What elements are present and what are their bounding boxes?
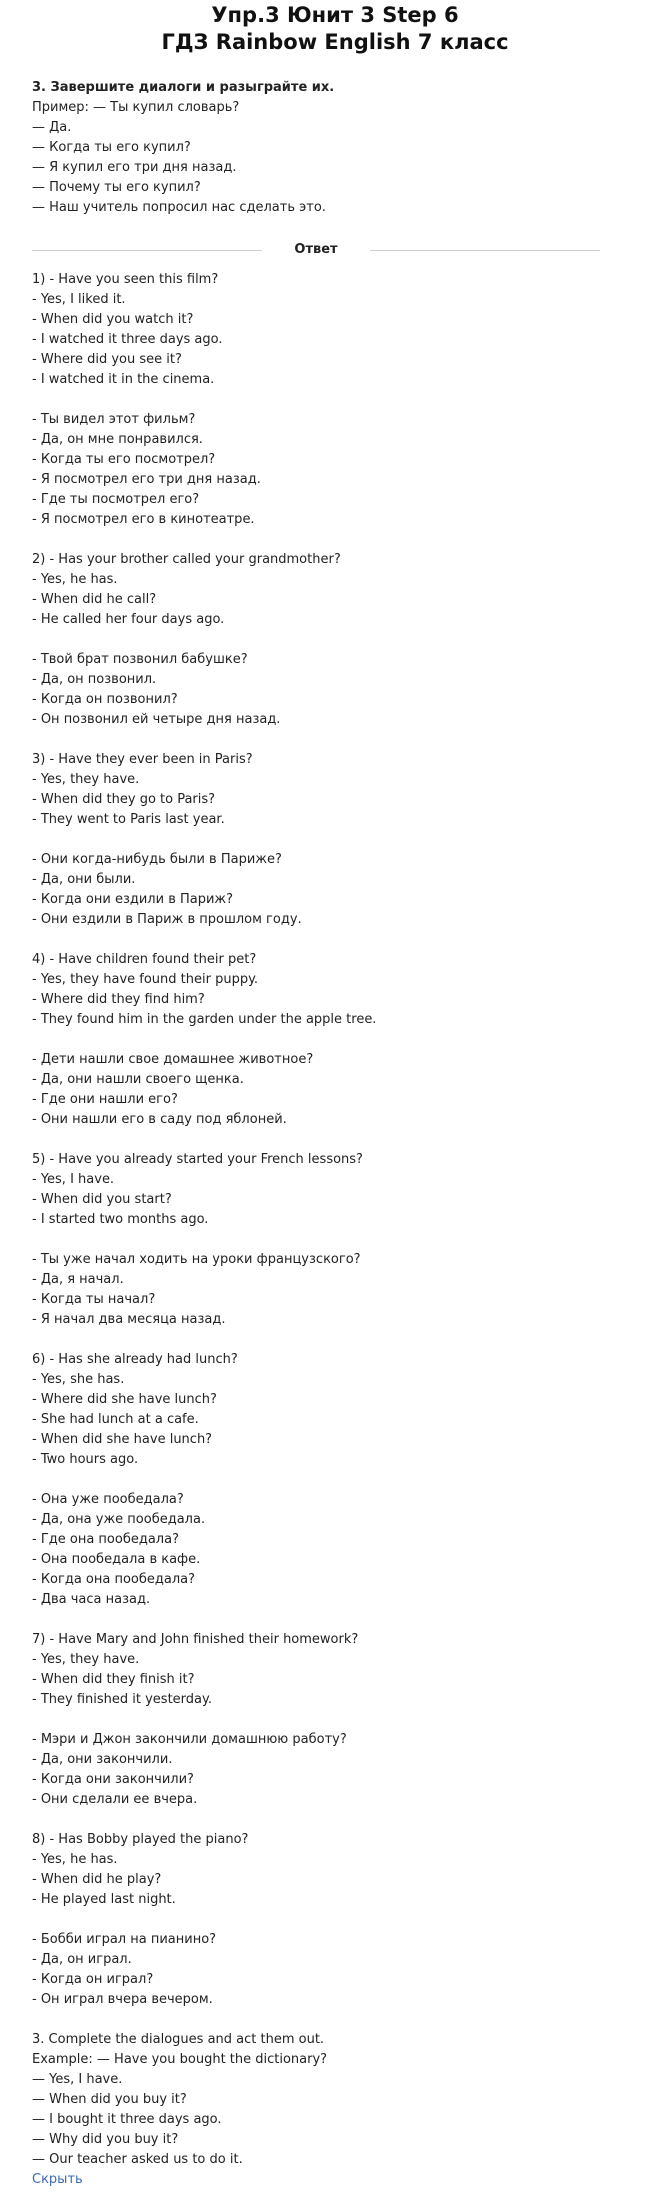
- dialogue-line: - Когда ты его посмотрел?: [32, 452, 216, 467]
- dialogue-line: - Yes, he has.: [32, 1852, 118, 1867]
- dialogue-line: - Yes, they have.: [32, 772, 140, 787]
- spacer: [32, 1610, 670, 1630]
- dialogue-line: - Я посмотрел его три дня назад.: [32, 472, 261, 487]
- task-line: — Наш учитель попросил нас сделать это.: [32, 200, 326, 215]
- task-line: — Когда ты его купил?: [32, 140, 191, 155]
- spacer: [32, 730, 670, 750]
- spacer: [32, 830, 670, 850]
- answer-dialogue-english: [32, 1150, 670, 1230]
- dialogue-line: - Дети нашли свое домашнее животное?: [32, 1052, 314, 1067]
- dialogue-line: 4) - Have children found their pet?: [32, 952, 257, 967]
- dialogue-line: - Yes, they have found their puppy.: [32, 972, 259, 987]
- divider-rule-right: [370, 250, 600, 251]
- dialogue-line: - Да, он играл.: [32, 1952, 132, 1967]
- dialogue-line: - Ты уже начал ходить на уроки французского?: [32, 1252, 361, 1267]
- answer-dialogue-russian: [32, 1250, 670, 1330]
- answer-dialogue-english: [32, 270, 670, 390]
- dialogue-line: - Да, она уже пообедала.: [32, 1512, 206, 1527]
- answer-label: Ответ: [294, 242, 338, 257]
- page-title-line-2: ГДЗ Rainbow English 7 класс: [161, 30, 509, 54]
- dialogue-line: - He played last night.: [32, 1892, 176, 1907]
- dialogue-line: 5) - Have you already started your French lessons?: [32, 1152, 363, 1167]
- dialogue-line: - Yes, he has.: [32, 572, 118, 587]
- dialogue-line: - Yes, she has.: [32, 1372, 125, 1387]
- task-line: — Да.: [32, 120, 72, 135]
- dialogue-line: - Я посмотрел его в кинотеатре.: [32, 512, 255, 527]
- spacer: [32, 1030, 670, 1050]
- dialogue-line: - Она уже пообедала?: [32, 1492, 184, 1507]
- task-line: — Я купил его три дня назад.: [32, 160, 237, 175]
- dialogue-line: - She had lunch at a cafe.: [32, 1412, 199, 1427]
- spacer: [32, 630, 670, 650]
- dialogue-line: - They finished it yesterday.: [32, 1692, 212, 1707]
- answer-dialogue-english: [32, 1630, 670, 1710]
- dialogue-line: - Where did they find him?: [32, 992, 205, 1007]
- dialogue-line: 7) - Have Mary and John finished their homework?: [32, 1632, 359, 1647]
- answer-dialogue-russian: [32, 410, 670, 530]
- task-english-line: — Why did you buy it?: [32, 2132, 179, 2147]
- dialogue-line: - They found him in the garden under the apple tree.: [32, 1012, 377, 1027]
- answer-dialogue-russian: [32, 1490, 670, 1610]
- dialogue-line: - Когда они ездили в Париж?: [32, 892, 234, 907]
- spacer: [32, 530, 670, 550]
- dialogue-line: - When did she have lunch?: [32, 1432, 213, 1447]
- dialogue-line: 2) - Has your brother called your grandmother?: [32, 552, 341, 567]
- answer-dialogue-russian: [32, 1730, 670, 1810]
- dialogue-line: - Where did you see it?: [32, 352, 182, 367]
- page-title: [0, 2, 670, 56]
- dialogue-line: - I started two months ago.: [32, 1212, 209, 1227]
- dialogue-line: - Где они нашли его?: [32, 1092, 178, 1107]
- dialogue-line: - Они ездили в Париж в прошлом году.: [32, 912, 302, 927]
- spacer: [32, 1470, 670, 1490]
- dialogue-line: - Yes, I liked it.: [32, 292, 126, 307]
- page-title-line-1: Упр.3 Юнит 3 Step 6: [211, 3, 459, 27]
- spacer: [32, 1910, 670, 1930]
- dialogue-line: - Когда они закончили?: [32, 1772, 194, 1787]
- dialogue-line: 1) - Have you seen this film?: [32, 272, 219, 287]
- dialogue-line: - Она пообедала в кафе.: [32, 1552, 201, 1567]
- dialogue-line: - Да, он позвонил.: [32, 672, 157, 687]
- task-english-line: — I bought it three days ago.: [32, 2112, 222, 2127]
- dialogue-line: - Да, они нашли своего щенка.: [32, 1072, 244, 1087]
- dialogue-line: - Да, он мне понравился.: [32, 432, 203, 447]
- dialogue-line: - Yes, they have.: [32, 1652, 140, 1667]
- answer-dialogue-english: [32, 750, 670, 830]
- dialogue-line: - Бобби играл на пианино?: [32, 1932, 217, 1947]
- dialogue-line: - Where did she have lunch?: [32, 1392, 217, 1407]
- answer-dialogue-english: [32, 1830, 670, 1910]
- dialogue-line: - Они нашли его в саду под яблоней.: [32, 1112, 287, 1127]
- spacer: [32, 1330, 670, 1350]
- spacer: [32, 1710, 670, 1730]
- dialogue-line: 8) - Has Bobby played the piano?: [32, 1832, 249, 1847]
- task-english-line: Example: — Have you bought the dictionary?: [32, 2052, 328, 2067]
- task-statement-english: [32, 2030, 670, 2170]
- answer-divider: [32, 240, 600, 260]
- task-english-line: 3. Complete the dialogues and act them out.: [32, 2032, 325, 2047]
- dialogue-line: - When did they go to Paris?: [32, 792, 216, 807]
- answer-dialogue-english: [32, 950, 670, 1030]
- answer-dialogue-english: [32, 1350, 670, 1470]
- task-line: — Почему ты его купил?: [32, 180, 201, 195]
- dialogue-line: - I watched it in the cinema.: [32, 372, 215, 387]
- dialogue-line: 6) - Has she already had lunch?: [32, 1352, 238, 1367]
- dialogue-line: - Два часа назад.: [32, 1592, 151, 1607]
- dialogue-line: - Когда он позвонил?: [32, 692, 178, 707]
- dialogue-line: - When did you start?: [32, 1192, 172, 1207]
- answer-dialogue-russian: [32, 850, 670, 930]
- dialogue-line: - When did you watch it?: [32, 312, 194, 327]
- dialogue-line: - Он играл вчера вечером.: [32, 1992, 213, 2007]
- answer-dialogue-russian: [32, 650, 670, 730]
- answer-dialogue-russian: [32, 1930, 670, 2010]
- divider-rule-left: [32, 250, 262, 251]
- dialogue-line: - Я начал два месяца назад.: [32, 1312, 226, 1327]
- dialogue-line: - When did he call?: [32, 592, 157, 607]
- dialogue-line: - He called her four days ago.: [32, 612, 225, 627]
- spacer: [32, 1130, 670, 1150]
- dialogue-line: - I watched it three days ago.: [32, 332, 223, 347]
- dialogue-line: - Они когда-нибудь были в Париже?: [32, 852, 282, 867]
- task-english-line: — Yes, I have.: [32, 2072, 123, 2087]
- dialogue-line: - Когда ты начал?: [32, 1292, 156, 1307]
- dialogue-line: - Когда он играл?: [32, 1972, 154, 1987]
- dialogue-line: - They went to Paris last year.: [32, 812, 225, 827]
- spacer: [32, 390, 670, 410]
- spacer: [32, 1810, 670, 1830]
- dialogue-line: 3) - Have they ever been in Paris?: [32, 752, 253, 767]
- dialogue-line: - Да, я начал.: [32, 1272, 124, 1287]
- dialogue-line: - Мэри и Джон закончили домашнюю работу?: [32, 1732, 347, 1747]
- task-line: Пример: — Ты купил словарь?: [32, 100, 240, 115]
- task-heading: 3. Завершите диалоги и разыграйте их.: [32, 80, 335, 95]
- dialogue-line: - Да, они закончили.: [32, 1752, 173, 1767]
- answer-dialogue-english: [32, 550, 670, 630]
- dialogue-line: - Ты видел этот фильм?: [32, 412, 196, 427]
- dialogue-line: - Да, они были.: [32, 872, 136, 887]
- dialogue-line: - Где ты посмотрел его?: [32, 492, 200, 507]
- dialogue-line: - Они сделали ее вчера.: [32, 1792, 198, 1807]
- dialogue-line: - Когда она пообедала?: [32, 1572, 196, 1587]
- dialogue-line: - When did he play?: [32, 1872, 162, 1887]
- answer-body: [32, 270, 670, 2030]
- dialogue-line: - Two hours ago.: [32, 1452, 139, 1467]
- spacer: [32, 2010, 670, 2030]
- dialogue-line: - Yes, I have.: [32, 1172, 115, 1187]
- dialogue-line: - Твой брат позвонил бабушке?: [32, 652, 248, 667]
- spacer: [32, 1230, 670, 1250]
- task-statement: [32, 78, 670, 218]
- task-english-line: — Our teacher asked us to do it.: [32, 2152, 243, 2167]
- dialogue-line: - Где она пообедала?: [32, 1532, 179, 1547]
- dialogue-line: - Он позвонил ей четыре дня назад.: [32, 712, 281, 727]
- hide-answer-link[interactable]: Скрыть: [32, 2172, 83, 2187]
- task-english-line: — When did you buy it?: [32, 2092, 187, 2107]
- spacer: [32, 930, 670, 950]
- dialogue-line: - When did they finish it?: [32, 1672, 195, 1687]
- answer-dialogue-russian: [32, 1050, 670, 1130]
